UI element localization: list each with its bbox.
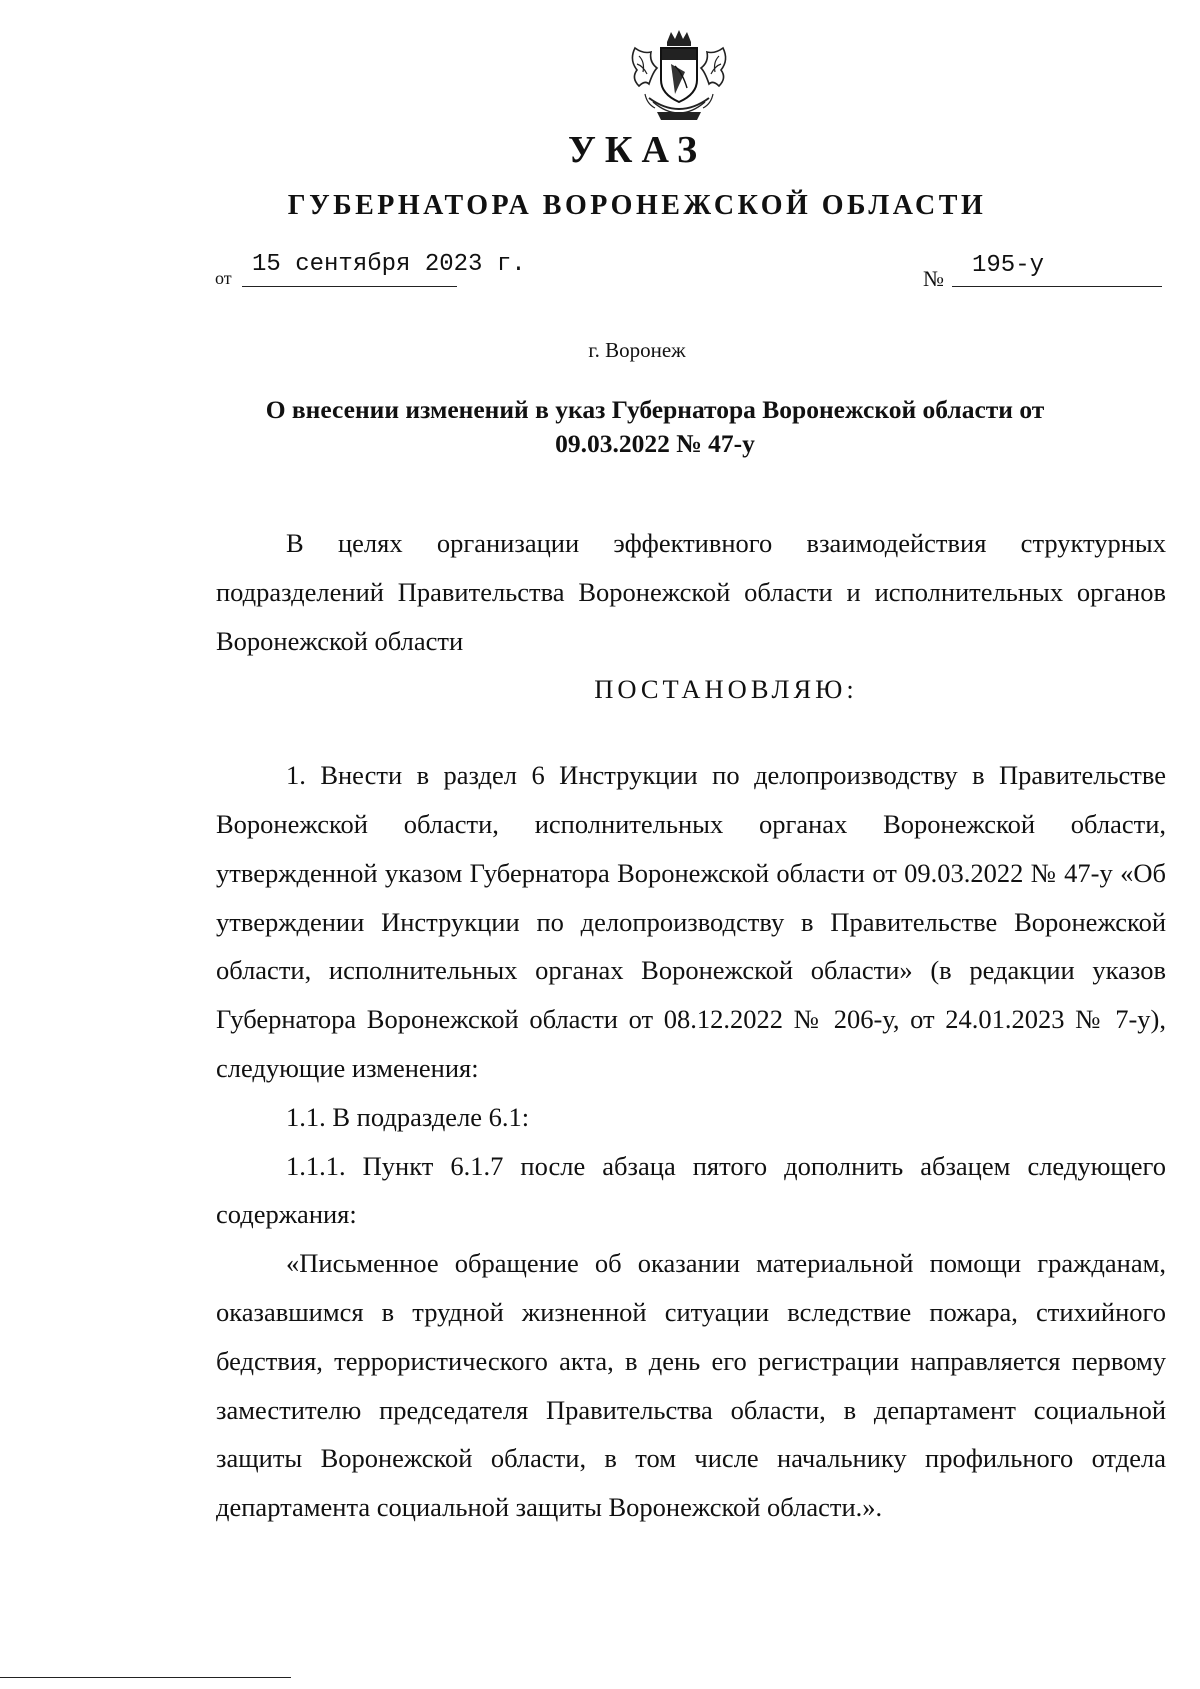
document-number: 195-у <box>972 252 1045 279</box>
document-date: 15 сентября 2023 г. <box>252 251 526 278</box>
date-underline <box>242 286 457 287</box>
quoted-paragraph: «Письменное обращение об оказании материальной помощи гражданам, оказавшимся в трудной жизненной ситуации вследствие пожара, стихийного бедствия, террористического акта, в день его регистрации направляется первому заместителю председателя Правительства области, в департамент социальной защиты Воронежской области, в том числе начальнику профильного отдела департамента социальной защиты Воронежской области.». <box>216 1248 1166 1523</box>
paragraph-1-1-1: 1.1.1. Пункт 6.1.7 после абзаца пятого дополнить абзацем следующего содержания: <box>216 1150 1166 1230</box>
paragraph-1-1: 1.1. В подразделе 6.1: <box>286 1101 530 1132</box>
paragraph-1: 1. Внести в раздел 6 Инструкции по делопроизводству в Правительстве Воронежской области, исполнительных органах Воронежской области, утвержденной указом Губернатора Воронежской области от 09.03.2022 № 47-у «Об утверждении Инструкции по делопроизводству в Правительстве Воронежской области, исполнительных органах Воронежской области» (в редакции указов Губернатора Воронежской области от 08.12.2022 № 206-у, от 24.01.2023 № 7-у), следующие изменения: <box>216 760 1166 1083</box>
preamble-paragraph: В целях организации эффективного взаимодействия структурных подразделений Правительства Воронежской области и исполнительных органов Воронежской области <box>216 528 1166 656</box>
number-prefix: № <box>923 266 944 291</box>
footnote-divider <box>0 1677 291 1678</box>
document-body <box>216 519 1166 1532</box>
number-underline <box>952 286 1162 287</box>
coat-of-arms-icon <box>627 28 731 128</box>
city: г. Воронеж <box>588 338 686 362</box>
resolve-heading: ПОСТАНОВЛЯЮ: <box>594 674 858 705</box>
document-heading: О внесении изменений в указ Губернатора Воронежской области от 09.03.2022 № 47-у <box>265 395 1045 458</box>
document-title: УКАЗ <box>568 129 706 171</box>
date-prefix: от <box>215 268 232 288</box>
document-subtitle: ГУБЕРНАТОРА ВОРОНЕЖСКОЙ ОБЛАСТИ <box>287 190 987 221</box>
